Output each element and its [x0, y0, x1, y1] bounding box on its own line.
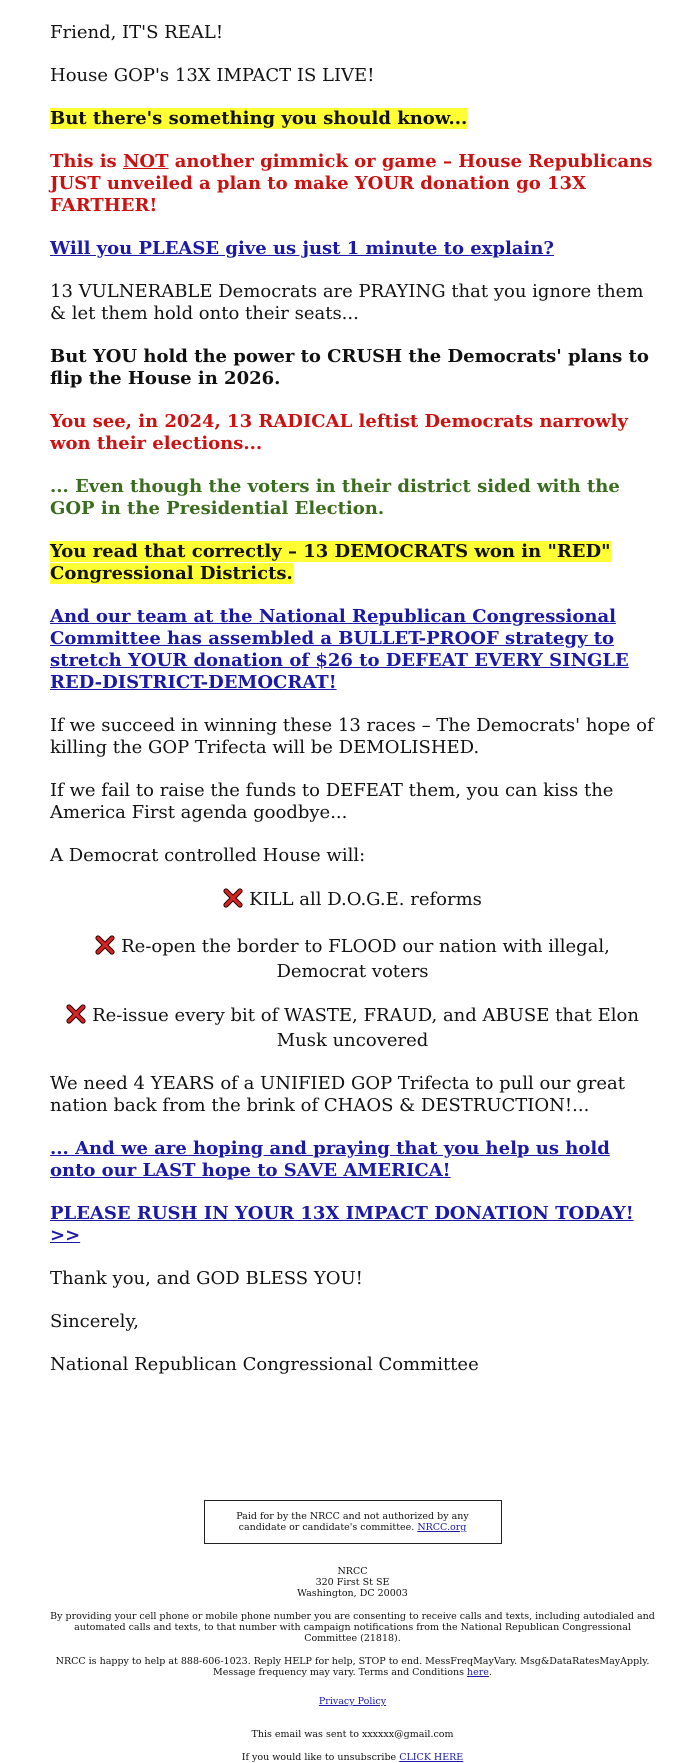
privacy-policy-link[interactable]: Privacy Policy [318, 1696, 387, 1707]
nrcc-link[interactable]: NRCC.org [417, 1522, 467, 1533]
save-america-link[interactable]: ... And we are hoping and praying that you help us hold onto our LAST hope to SAVE AMERICA! [50, 1138, 610, 1181]
bullet-item: Re-open the border to FLOOD our nation with illegal, Democrat voters [50, 935, 655, 983]
trifecta-paragraph: We need 4 YEARS of a UNIFIED GOP Trifecta to pull our great nation back from the brink of CHAOS & DESTRUCTION!... [50, 1073, 626, 1116]
red-x-icon [95, 935, 115, 961]
unsubscribe-link[interactable]: CLICK HERE [399, 1752, 464, 1763]
highlight-line: But there's something you should know... [50, 108, 468, 129]
unsubscribe-line: If you would like to unsubscribe CLICK HERE [241, 1752, 464, 1763]
consent-text: By providing your cell phone or mobile phone number you are consenting to receive calls and texts, including autodialed and automated calls and texts, to that number with campaign notifications from the National Republican Congressional Committee (21818). [50, 1611, 655, 1644]
donate-link[interactable]: PLEASE RUSH IN YOUR 13X IMPACT DONATION TODAY! >> [50, 1203, 634, 1246]
fail-paragraph: If we fail to raise the funds to DEFEAT them, you can kiss the America First agenda goodbye... [50, 780, 614, 823]
sent-to-text: This email was sent to xxxxxx@gmail.com [251, 1729, 454, 1740]
bullet-item: Re-issue every bit of WASTE, FRAUD, and ABUSE that Elon Musk uncovered [50, 1004, 655, 1052]
green-paragraph: ... Even though the voters in their district sided with the GOP in the Presidential Election. [50, 476, 620, 519]
help-text: NRCC is happy to help at 888-606-1023. Reply HELP for help, STOP to end. MessFreqMayVary. Msg&DataRatesMayApply. Message frequency may vary. Terms and Conditions here. [55, 1656, 650, 1678]
email-footer [50, 1500, 655, 1763]
signature: National Republican Congressional Committee [50, 1354, 479, 1375]
sign-off: Sincerely, [50, 1311, 139, 1332]
thank-you: Thank you, and GOD BLESS YOU! [50, 1268, 363, 1289]
red-districts-highlight: You read that correctly – 13 DEMOCRATS won in "RED" Congressional Districts. [50, 541, 611, 584]
succeed-paragraph: If we succeed in winning these 13 races – The Democrats' hope of killing the GOP Trifecta will be DEMOLISHED. [50, 715, 654, 758]
red-x-icon [223, 888, 243, 914]
house-will-paragraph: A Democrat controlled House will: [50, 845, 366, 866]
radical-paragraph: You see, in 2024, 13 RADICAL leftist Democrats narrowly won their elections... [50, 411, 628, 454]
address: NRCC 320 First St SE Washington, DC 20003 [297, 1566, 408, 1599]
explain-link[interactable]: Will you PLEASE give us just 1 minute to explain? [50, 238, 554, 259]
vulnerable-paragraph: 13 VULNERABLE Democrats are PRAYING that you ignore them & let them hold onto their seats... [50, 281, 644, 324]
red-paragraph-not-gimmick: This is NOT another gimmick or game – House Republicans JUST unveiled a plan to make YOUR donation go 13X FARTHER! [50, 151, 653, 216]
paid-for-box: Paid for by the NRCC and not authorized by any candidate or candidate's committee. NRCC.org [204, 1500, 502, 1544]
email-body [50, 22, 655, 1397]
strategy-link[interactable]: And our team at the National Republican Congressional Committee has assembled a BULLET-PROOF strategy to stretch YOUR donation of $26 to DEFEAT EVERY SINGLE RED-DISTRICT-DEMOCRAT! [50, 606, 629, 693]
crush-paragraph: But YOU hold the power to CRUSH the Democrats' plans to flip the House in 2026. [50, 346, 649, 389]
bullet-item: KILL all D.O.G.E. reforms [50, 888, 655, 914]
greeting: Friend, IT'S REAL! [50, 22, 224, 43]
red-x-icon [66, 1004, 86, 1030]
terms-link[interactable]: here [467, 1667, 489, 1678]
intro-line: House GOP's 13X IMPACT IS LIVE! [50, 65, 375, 86]
